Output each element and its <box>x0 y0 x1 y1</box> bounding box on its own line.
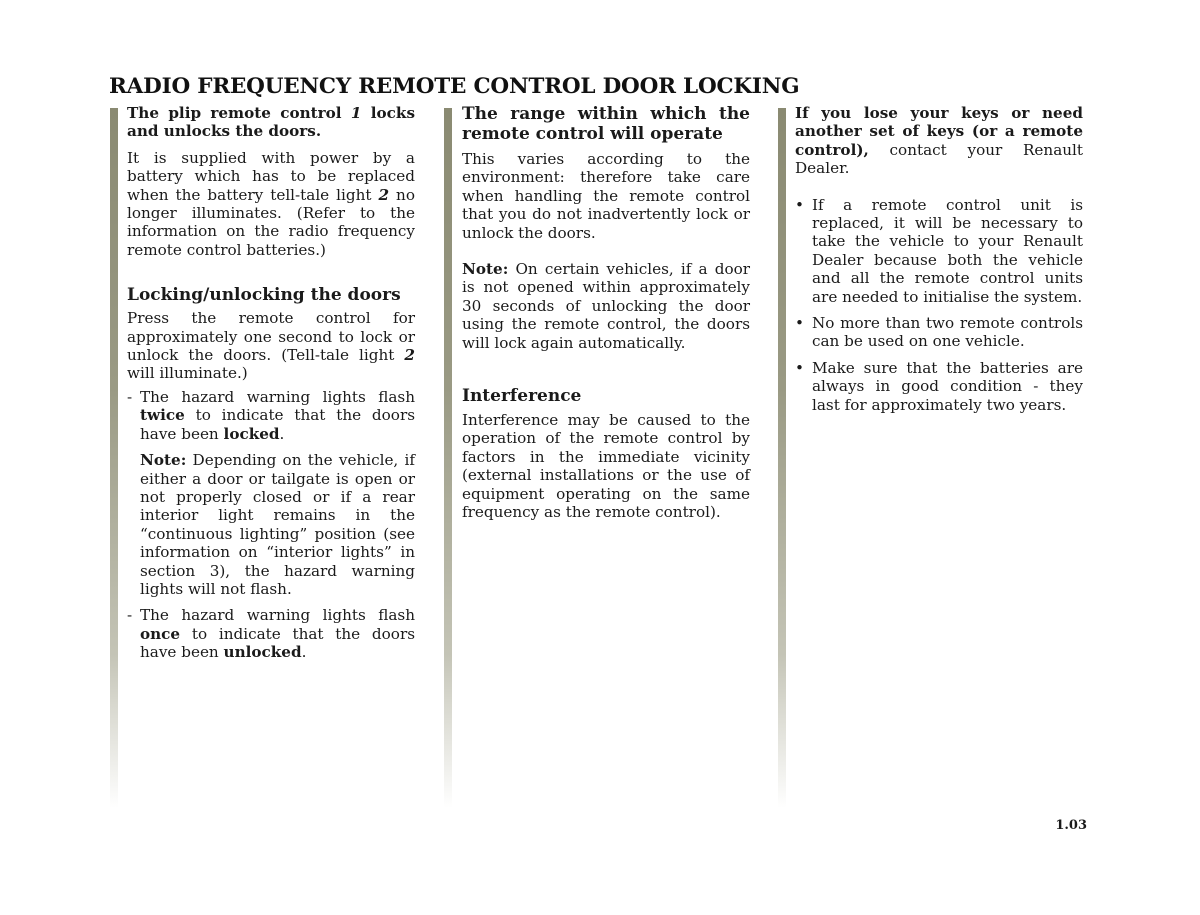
section-heading-interference: Interference <box>462 386 582 407</box>
column-divider-bar <box>778 108 786 808</box>
list-item-unlocked: - The hazard warning lights flash once to indicate that the doors have been unlocked. <box>127 606 415 662</box>
list-item: • No more than two remote controls can be used on one vehicle. <box>795 314 1083 351</box>
section-heading-locking: Locking/unlocking the doors <box>127 285 401 306</box>
column-2 <box>462 104 750 522</box>
column-divider-bar <box>444 108 452 808</box>
bullet-marker: • <box>795 195 804 214</box>
bullet-marker: • <box>795 358 804 377</box>
list-item: • Make sure that the batteries are always in good condition - they last for approximately two years. <box>795 358 1083 414</box>
list-item: • If a remote control unit is replaced, it will be necessary to take the vehicle to your Renault Dealer because both the vehicle and all the remote control units are needed to initialise the system. <box>795 195 1083 306</box>
column-1 <box>127 104 415 662</box>
range-paragraph: This varies according to the environment: therefore take care when handling the remote control that you do not inadvertently lock or unlock the doors. <box>462 150 750 242</box>
interference-paragraph: Interference may be caused to the operation of the remote control by factors in the immediate vicinity (external installations or the use of equipment operating on the same frequency as the remote control). <box>462 411 750 522</box>
list-item-locked: - The hazard warning lights flash twice to indicate that the doors have been locked. <box>127 387 415 443</box>
dash-marker: - <box>127 606 133 625</box>
battery-paragraph: It is supplied with power by a battery which has to be replaced when the battery tell-tale light 2 no longer illuminates. (Refer to the information on the radio frequency remote control batteries.) <box>127 148 415 259</box>
lost-keys-paragraph: If you lose your keys or need another set of keys (or a remote control), contact your Renault Dealer. <box>795 104 1083 178</box>
page-title: RADIO FREQUENCY REMOTE CONTROL DOOR LOCKING <box>109 74 800 99</box>
dash-marker: - <box>127 387 133 406</box>
press-paragraph: Press the remote control for approximately one second to lock or unlock the doors. (Tell-tale light 2 will illuminate.) <box>127 309 415 383</box>
page-number: 1.03 <box>1055 818 1087 833</box>
intro-paragraph: The plip remote control 1 locks and unlocks the doors. <box>127 104 415 141</box>
column-3 <box>795 104 1083 414</box>
section-heading-range: The range within which the remote control will operate <box>462 104 750 144</box>
column-divider-bar <box>110 108 118 808</box>
note-paragraph: Note: Depending on the vehicle, if either a door or tailgate is open or not properly closed or if a rear interior light remains in the “continuous lighting” position (see information on “interior lights” in section 3), the hazard warning lights will not flash. <box>140 451 415 598</box>
bullet-marker: • <box>795 314 804 333</box>
note-paragraph: Note: On certain vehicles, if a door is not opened within approximately 30 seconds of unlocking the door using the remote control, the doors will lock again automatically. <box>462 260 750 352</box>
